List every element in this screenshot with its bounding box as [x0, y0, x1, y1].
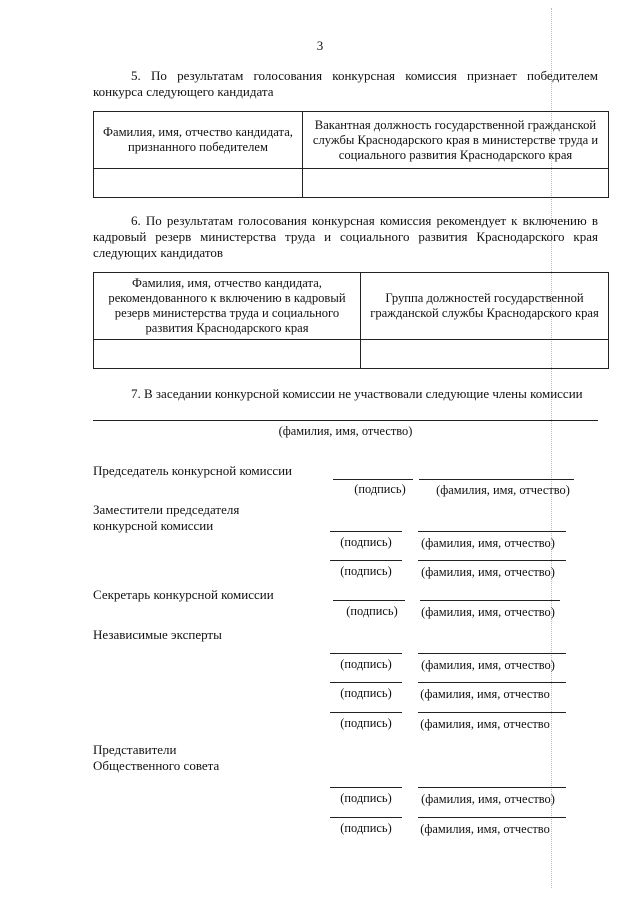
- chairman-signature-line[interactable]: [333, 479, 413, 480]
- public-1-signature-caption: (подпись): [340, 791, 392, 805]
- vacant-position-header: Вакантная должность государственной гражданской службы Краснодарского края в министерстве труда и социального развития Краснодарского края: [303, 112, 609, 169]
- public-1-signature-line[interactable]: [330, 787, 402, 788]
- deputy-2-fio-caption: (фамилия, имя, отчество): [421, 565, 555, 579]
- public-2-signature-caption: (подпись): [340, 821, 392, 835]
- reserve-candidate-cell[interactable]: [94, 340, 361, 369]
- secretary-signature-line[interactable]: [333, 600, 405, 601]
- page-number: 3: [316, 38, 324, 53]
- winner-name-cell[interactable]: [94, 169, 303, 198]
- deputy-1-fio-caption: (фамилия, имя, отчество): [421, 536, 555, 550]
- public-council-label-line1: Представители: [93, 742, 177, 757]
- deputies-label-line1: Заместители председателя: [93, 502, 240, 517]
- vacant-position-cell[interactable]: [303, 169, 609, 198]
- expert-1-fio-caption: (фамилия, имя, отчество): [421, 658, 555, 672]
- public-council-label-line2: Общественного совета: [93, 758, 220, 773]
- absent-members-line[interactable]: [93, 420, 598, 421]
- position-group-cell[interactable]: [361, 340, 609, 369]
- expert-2-fio-caption: (фамилия, имя, отчество: [420, 687, 550, 701]
- deputy-2-signature-caption: (подпись): [340, 564, 392, 578]
- public-2-signature-line[interactable]: [330, 817, 402, 818]
- expert-3-signature-line[interactable]: [330, 712, 402, 713]
- chairman-label: Председатель конкурсной комиссии: [93, 463, 293, 478]
- expert-3-signature-caption: (подпись): [340, 716, 392, 730]
- section-6-text: [93, 213, 598, 261]
- expert-2-signature-caption: (подпись): [340, 686, 392, 700]
- expert-2-fio-line[interactable]: [418, 682, 566, 683]
- expert-1-signature-line[interactable]: [330, 653, 402, 654]
- expert-1-fio-line[interactable]: [418, 653, 566, 654]
- chairman-fio-caption: (фамилия, имя, отчество): [436, 483, 570, 497]
- deputies-label-line2: конкурсной комиссии: [93, 518, 214, 533]
- secretary-label: Секретарь конкурсной комиссии: [93, 587, 274, 602]
- section-6-paragraph: 6. По результатам голосования конкурсная комиссия рекомендует к включению в кадровый резерв министерства труда и социального развития Краснодарского края следующих кандидатов: [93, 213, 598, 260]
- section-7-text: [93, 386, 598, 402]
- deputy-1-fio-line[interactable]: [418, 531, 566, 532]
- expert-2-signature-line[interactable]: [330, 682, 402, 683]
- deputy-1-signature-caption: (подпись): [340, 535, 392, 549]
- reserve-table: [93, 272, 609, 369]
- secretary-fio-caption: (фамилия, имя, отчество): [421, 605, 555, 619]
- experts-label: Независимые эксперты: [93, 627, 222, 642]
- secretary-signature-caption: (подпись): [346, 604, 398, 618]
- winner-table: [93, 111, 609, 198]
- deputy-1-signature-line[interactable]: [330, 531, 402, 532]
- expert-1-signature-caption: (подпись): [340, 657, 392, 671]
- winner-name-header: Фамилия, имя, отчество кандидата, признанного победителем: [94, 112, 303, 169]
- absent-members-caption: (фамилия, имя, отчество): [278, 424, 413, 438]
- expert-3-fio-caption: (фамилия, имя, отчество: [420, 717, 550, 731]
- chairman-signature-caption: (подпись): [354, 482, 406, 496]
- public-2-fio-caption: (фамилия, имя, отчество: [420, 822, 550, 836]
- position-group-header: Группа должностей государственной гражданской службы Краснодарского края: [361, 273, 609, 340]
- section-5-paragraph: 5. По результатам голосования конкурсная комиссия признает победителем конкурса следующего кандидата: [93, 68, 598, 99]
- secretary-fio-line[interactable]: [420, 600, 560, 601]
- chairman-fio-line[interactable]: [419, 479, 574, 480]
- public-2-fio-line[interactable]: [418, 817, 566, 818]
- deputy-2-fio-line[interactable]: [418, 560, 566, 561]
- reserve-candidate-header: Фамилия, имя, отчество кандидата, рекомендованного к включению в кадровый резерв министерства труда и социального развития Краснодарского края: [94, 273, 361, 340]
- public-1-fio-line[interactable]: [418, 787, 566, 788]
- expert-3-fio-line[interactable]: [418, 712, 566, 713]
- section-5-text: [93, 68, 598, 100]
- public-1-fio-caption: (фамилия, имя, отчество): [421, 792, 555, 806]
- section-7-paragraph: 7. В заседании конкурсной комиссии не участвовали следующие члены комиссии: [131, 386, 583, 401]
- deputy-2-signature-line[interactable]: [330, 560, 402, 561]
